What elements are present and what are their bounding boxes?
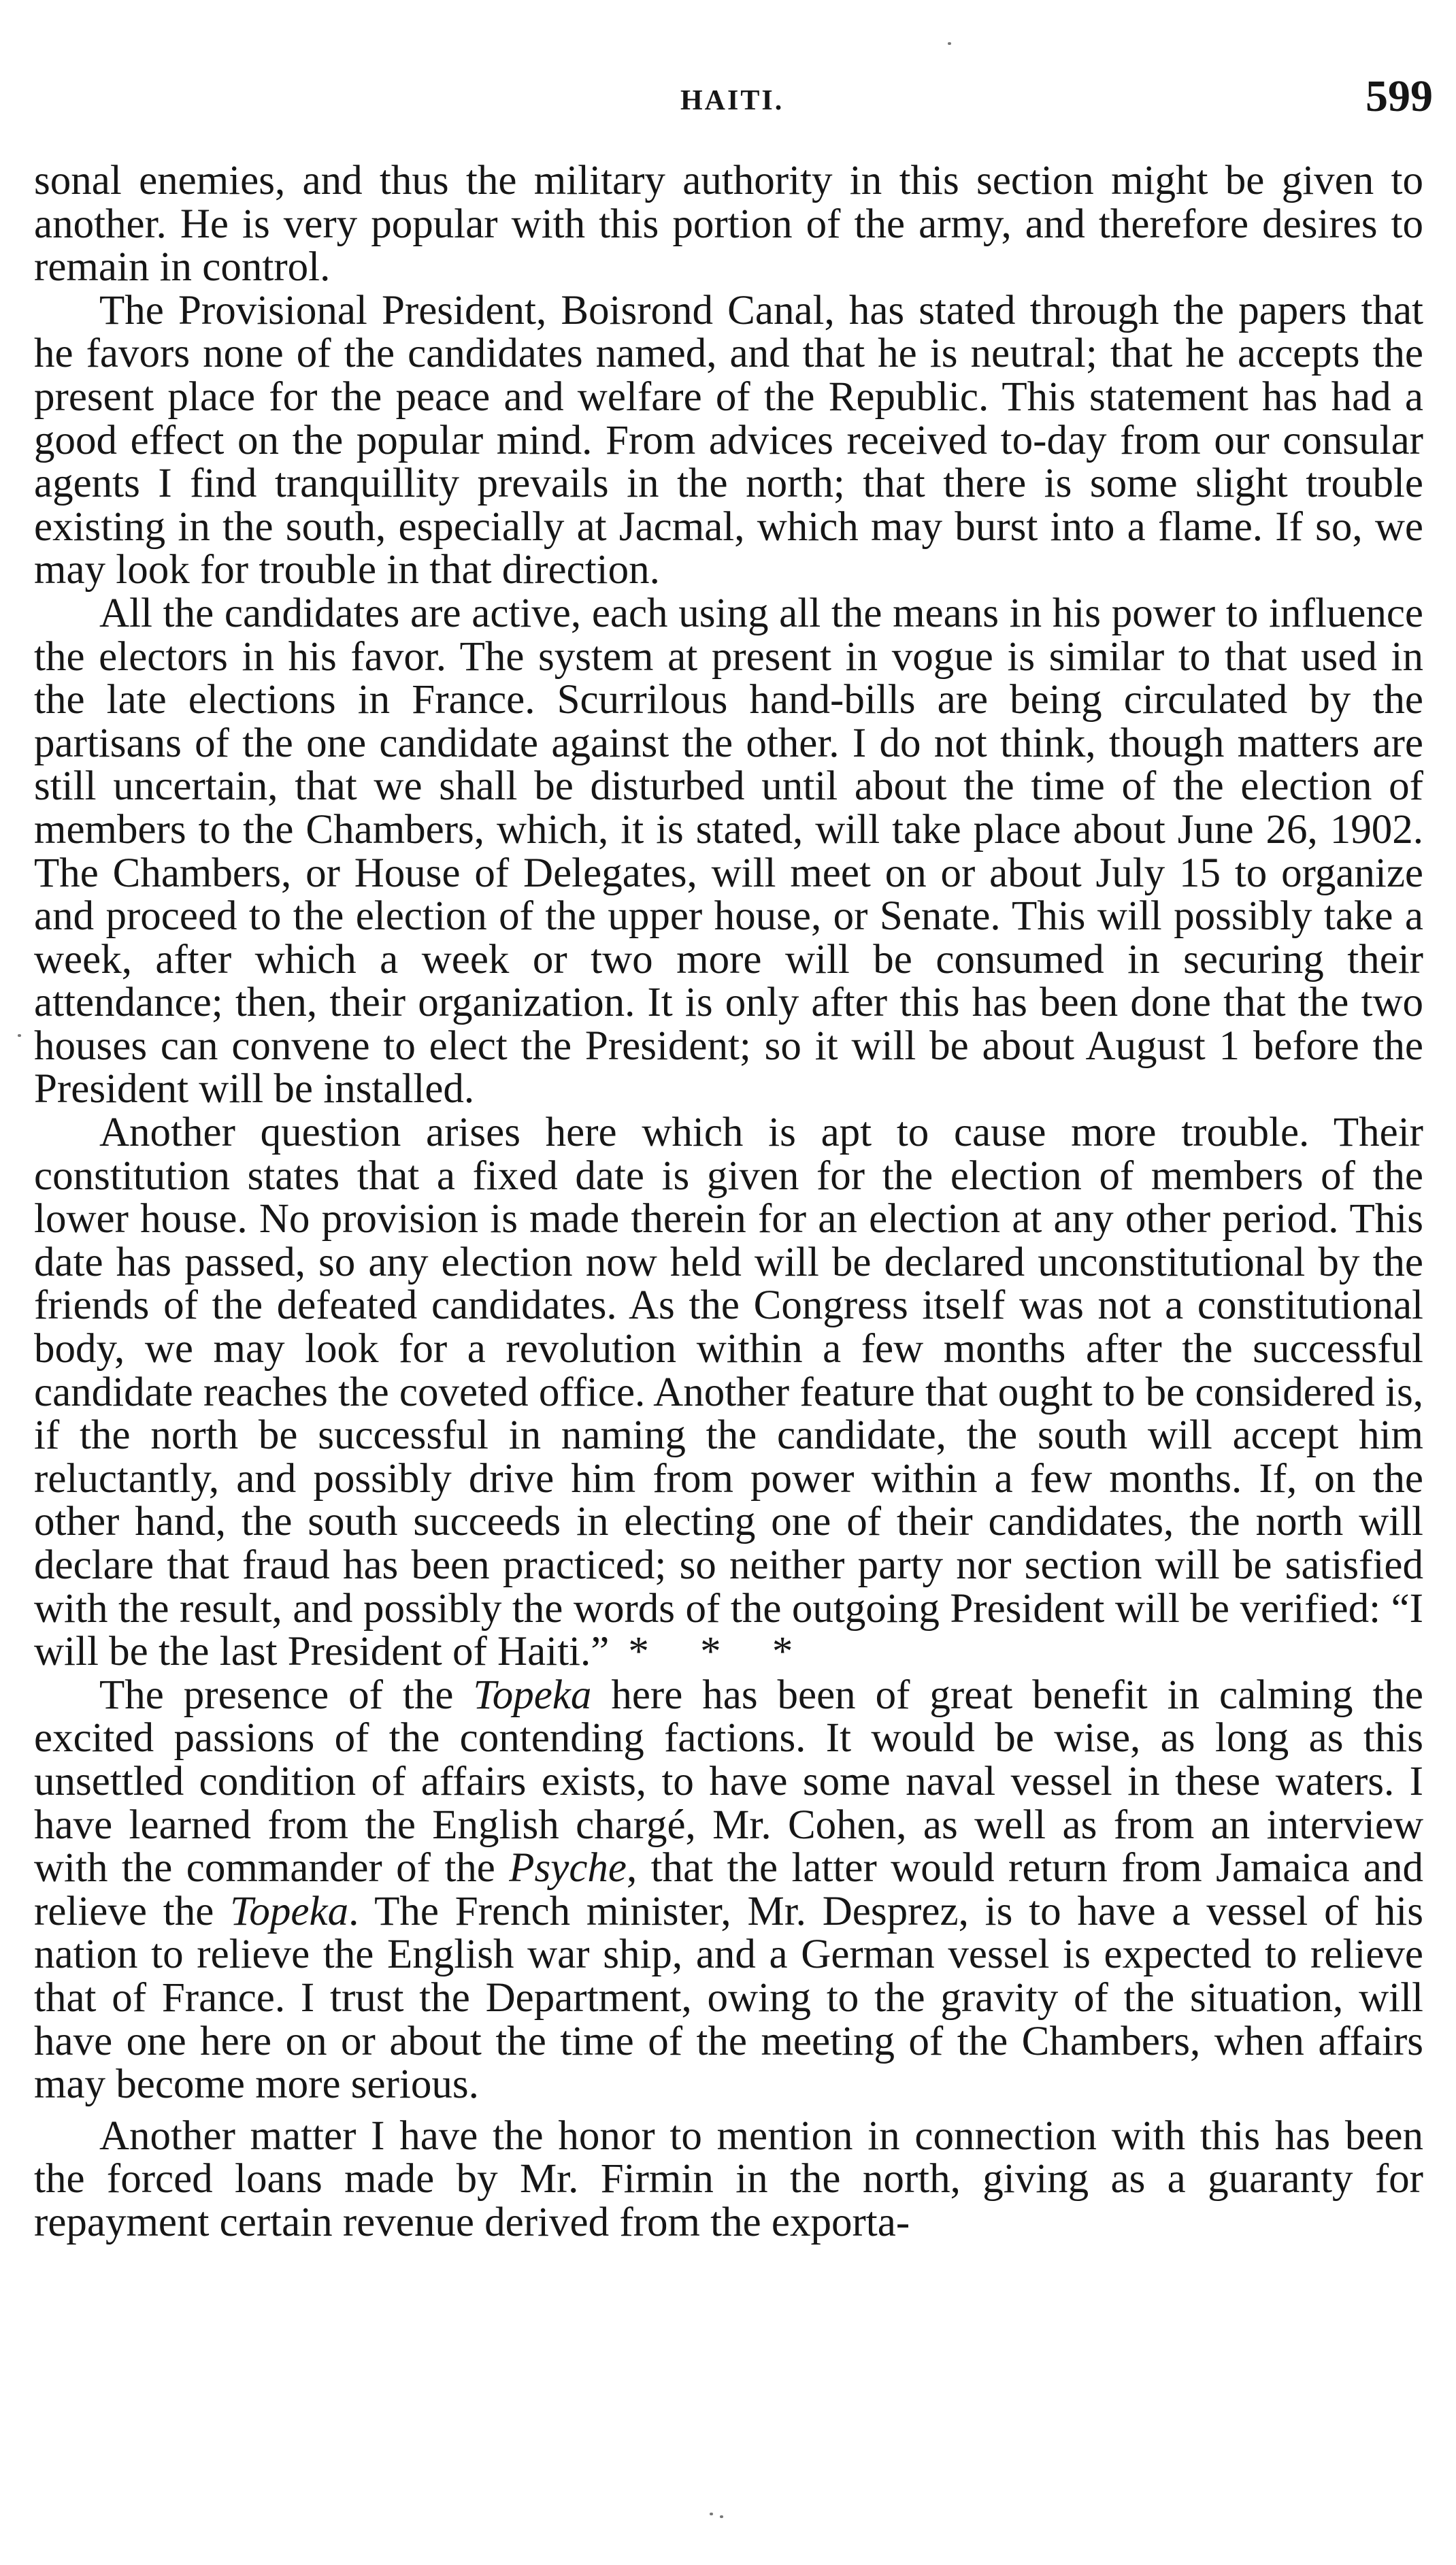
ship-name-topeka: Topeka: [473, 1672, 592, 1718]
page-number: 599: [1366, 71, 1433, 121]
paragraph-3: All the candidates are active, each using all the means in his power to influence the electors in his favor. The system at present in vogue is similar to that used in the late elections in France. Scurrilous hand-bills are being circulated by the partisans of the one candidate against the other. I do not think, though matters are still uncertain, that we shall be disturbed until about the time of the election of members to the Chambers, which, it is stated, will take place about June 26, 1902. The Chambers, or House of Delegates, will meet on or about July 15 to organize and proceed to the election of the upper house, or Senate. This will possibly take a week, after which a week or two more will be consumed in securing their attendance; then, their organization. It is only after this has been done that the two houses can convene to elect the President; so it will be about August 1 before the President will be installed.: [34, 590, 1423, 1112]
paragraph-1: sonal enemies, and thus the military authority in this section might be given to another. He is very popular with this portion of the army, and therefore desires to remain in control.: [34, 158, 1423, 291]
paragraph-5: [34, 1674, 1423, 2106]
running-header: [0, 71, 1456, 125]
scan-speck: [710, 2513, 713, 2515]
paragraph-5-text-b: here has been of great benefit in calming the excited passions of the contending factions. It would be wise, as long as this unsettled condition of affairs exists, to have some naval vessel in these waters. I have learned from the English chargé, Mr. Cohen, as well as from an interview with the commander of the: [34, 1672, 1423, 1891]
scan-speck: [948, 42, 951, 45]
paragraph-4-text: Another question arises here which is apt to cause more trouble. Their constitution states that a fixed date is given for the election of members of the lower house. No provision is made therein for an election at any other period. This date has passed, so any election now held will be declared unconstitutional by the friends of the defeated candidates. As the Congress itself was not a constitutional body, we may look for a revolution within a few months after the successful candidate reaches the coveted office. Another feature that ought to be considered is, if the north be successful in naming the candidate, the south will accept him reluctantly, and possibly drive him from power within a few months. If, on the other hand, the south succeeds in electing one of their candidates, the north will declare that fraud has been practiced; so neither party nor section will be satisfied with the result, and possibly the words of the outgoing President will be verified: “I will be the last President of Haiti.”: [34, 1110, 1423, 1675]
paragraph-4: [34, 1111, 1423, 1674]
scan-speck: [18, 1034, 21, 1037]
ship-name-psyche: Psyche: [509, 1845, 627, 1891]
scan-speck: [720, 2515, 723, 2518]
paragraph-5-text-a: The presence of the: [99, 1672, 474, 1718]
running-title: HAITI.: [680, 85, 784, 116]
paragraph-2: The Provisional President, Boisrond Canal, has stated through the papers that he favors none of the candidates named, and that he is neutral; that he accepts the present place for the peace and welfare of the Republic. This statement has had a good effect on the popular mind. From advices received to-day from our consular agents I find tranquillity prevails in the north; that there is some slight trouble existing in the south, especially at Jacmal, which may burst into a flame. If so, we may look for trouble in that direction.: [34, 287, 1423, 593]
body-text: [34, 159, 1423, 2245]
paragraph-5-text-c: , that the latter would return from Jamaica and relieve the: [34, 1845, 1424, 1934]
paragraph-6: Another matter I have the honor to mention in connection with this has been the forced loans made by Mr. Firmin in the north, giving as a guaranty for repayment certain revenue derived from the exporta-: [34, 2113, 1423, 2245]
paragraph-5-text-d: . The French minister, Mr. Desprez, is to have a vessel of his nation to relieve the English war ship, and a German vessel is expected to relieve that of France. I trust the Department, owing to the gravity of the situation, will have one here on or about the time of the meeting of the Chambers, when affairs may become more serious.: [34, 1888, 1423, 2108]
ellipsis-asterisks: * * *: [628, 1629, 814, 1675]
ship-name-topeka-second: Topeka: [230, 1888, 349, 1934]
